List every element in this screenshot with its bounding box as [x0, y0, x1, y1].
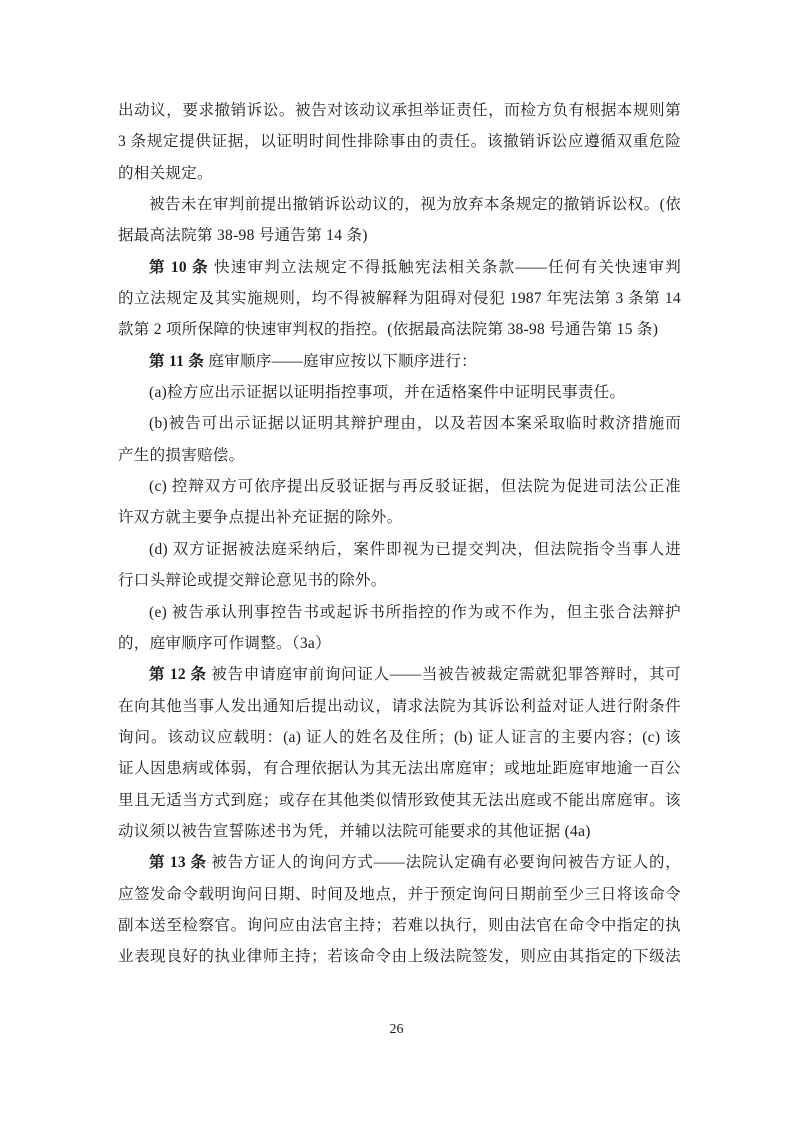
text-line: 业表现良好的执业律师主持；若该命令由上级法院签发，则应由其指定的下级法	[118, 948, 681, 966]
text-line: 第 11 条 庭审顺序——庭审应按以下顺序进行：	[149, 352, 477, 370]
text-line: 动议须以被告宣誓陈述书为凭，并辅以法院可能要求的其他证据 (4a)	[118, 822, 591, 840]
text-line: 副本送至检察官。询问应由法官主持；若难以执行，则由法官在命令中指定的执	[118, 916, 681, 934]
text-line: 在向其他当事人发出通知后提出动议，请求法院为其诉讼利益对证人进行附条件	[118, 697, 681, 715]
text-line: (d) 双方证据被法庭采纳后，案件即视为已提交判决，但法院指令当事人进	[149, 540, 681, 558]
text-line: 第 13 条 被告方证人的询问方式——法院认定确有必要询问被告方证人的，	[149, 854, 681, 872]
article-number: 第 12 条	[149, 666, 207, 684]
text-line: 据最高法院第 38-98 号通告第 14 条)	[118, 227, 368, 245]
text-line: (e) 被告承认刑事控告书或起诉书所指控的作为或不作为，但主张合法辩护	[149, 603, 681, 621]
article-number: 第 11 条	[149, 352, 205, 370]
text-line: 的立法规定及其实施规则，均不得被解释为阻碍对侵犯 1987 年宪法第 3 条第 14	[118, 290, 681, 308]
text-line: 的相关规定。	[118, 164, 213, 182]
text-line: 里且无适当方式到庭；或存在其他类似情形致使其无法出庭或不能出席庭审。该	[118, 791, 681, 809]
text-line: 许双方就主要争点提出补充证据的除外。	[118, 509, 403, 527]
text-line: 应签发命令载明询问日期、时间及地点，并于预定询问日期前至少三日将该命令	[118, 885, 681, 903]
text-line: 出动议，要求撤销诉讼。被告对该动议承担举证责任，而检方负有根据本规则第	[118, 102, 681, 119]
text-line: 证人因患病或体弱，有合理依据认为其无法出席庭审；或地址距庭审地逾一百公	[118, 760, 681, 778]
page-number: 26	[389, 1022, 404, 1037]
text-line: 第 12 条 被告申请庭审前询问证人——当被告被裁定需就犯罪答辩时，其可	[149, 666, 681, 684]
text-line: 3 条规定提供证据，以证明时间性排除事由的责任。该撤销诉讼应遵循双重危险	[118, 133, 681, 151]
text-line: (a)检方应出示证据以证明指控事项，并在适格案件中证明民事责任。	[149, 384, 626, 402]
text-line: (c) 控辩双方可依序提出反驳证据与再反驳证据，但法院为促进司法公正准	[149, 478, 681, 496]
text-line: 款第 2 项所保障的快速审判权的指控。(依据最高法院第 38-98 号通告第 15 条)	[118, 321, 659, 339]
text-line: 询问。该动议应载明：(a) 证人的姓名及住所；(b) 证人证言的主要内容；(c) 该	[118, 728, 681, 746]
text-line: (b)被告可出示证据以证明其辩护理由，以及若因本案采取临时救济措施而	[149, 415, 681, 433]
text-line: 第 10 条 快速审判立法规定不得抵触宪法相关条款——任何有关快速审判	[149, 258, 681, 276]
text-line: 被告未在审判前提出撤销诉讼动议的，视为放弃本条规定的撤销诉讼权。(依	[149, 196, 681, 214]
text-line: 的，庭审顺序可作调整。（3a）	[118, 634, 331, 652]
document-body	[118, 95, 681, 973]
text-line: 产生的损害赔偿。	[118, 446, 245, 464]
article-number: 第 13 条	[149, 854, 207, 872]
text-line: 行口头辩论或提交辩论意见书的除外。	[118, 572, 387, 590]
article-number: 第 10 条	[149, 258, 209, 276]
